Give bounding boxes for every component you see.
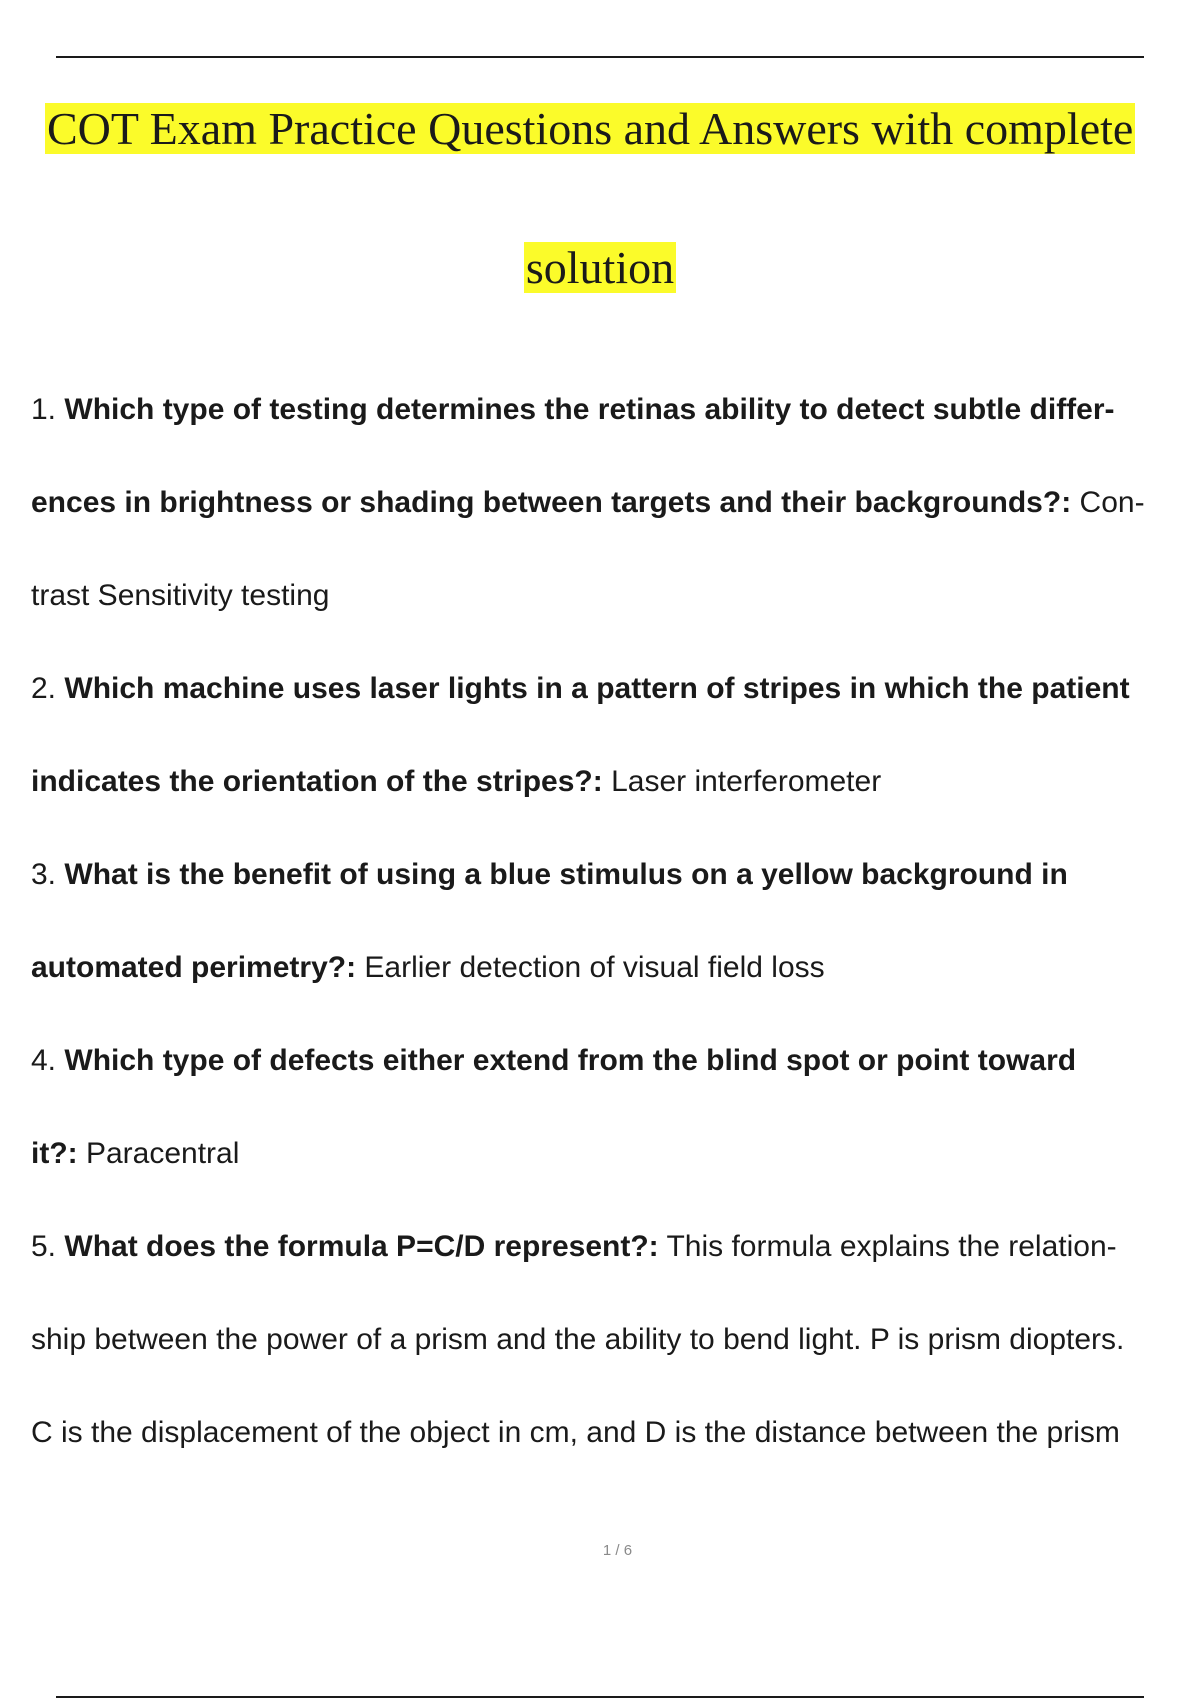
- answer-3-text: Earlier detection of visual field loss: [364, 951, 825, 984]
- answer-1-text-cont: trast Sensitivity testing: [31, 579, 330, 612]
- question-1-text-cont: ences in brightness or shading between targets and their backgrounds?:: [31, 486, 1072, 519]
- title-line-1: [0, 100, 1200, 239]
- question-5-text: What does the formula P=C/D represent?:: [64, 1230, 659, 1263]
- question-2-text: Which machine uses laser lights in a pattern of stripes in which the patient: [64, 672, 1130, 705]
- title-highlight-2: solution: [525, 242, 675, 293]
- title-line-2: [0, 239, 1200, 378]
- question-number-2: 2.: [31, 672, 57, 705]
- question-number-5: 5.: [31, 1230, 57, 1263]
- qa-line-9: [31, 1124, 1200, 1217]
- question-3-text-cont: automated perimetry?:: [31, 951, 357, 984]
- answer-1-text: Con-: [1079, 486, 1145, 519]
- answer-2-text: Laser interferometer: [611, 765, 882, 798]
- qa-list: [31, 380, 1200, 1496]
- page-indicator: 1 / 6: [602, 1542, 633, 1559]
- qa-line-6: [31, 845, 1200, 938]
- question-number-1: 1.: [31, 393, 57, 426]
- qa-line-2: [31, 473, 1200, 566]
- qa-line-5: [31, 752, 1200, 845]
- question-number-3: 3.: [31, 858, 57, 891]
- answer-5-text-cont-2: C is the displacement of the object in cm, and D is the distance between the prism: [31, 1416, 1120, 1449]
- question-1-text: Which type of testing determines the retinas ability to detect subtle differ-: [64, 393, 1115, 426]
- document-title: [0, 100, 1200, 378]
- answer-5-text: This formula explains the relation-: [666, 1230, 1117, 1263]
- question-4-text-cont: it?:: [31, 1137, 78, 1170]
- question-3-text: What is the benefit of using a blue stimulus on a yellow background in: [64, 858, 1068, 891]
- title-highlight-1: COT Exam Practice Questions and Answers with complete: [47, 103, 1134, 154]
- qa-line-1: [31, 380, 1200, 473]
- qa-line-3: [31, 566, 1200, 659]
- question-number-4: 4.: [31, 1044, 57, 1077]
- question-2-text-cont: indicates the orientation of the stripes?:: [31, 765, 603, 798]
- qa-line-11: [31, 1310, 1200, 1403]
- bottom-rule: [56, 1696, 1144, 1698]
- qa-line-8: [31, 1031, 1200, 1124]
- qa-line-10: [31, 1217, 1200, 1310]
- qa-line-4: [31, 659, 1200, 752]
- answer-5-text-cont-1: ship between the power of a prism and the ability to bend light. P is prism diopters.: [31, 1323, 1125, 1356]
- answer-4-text: Paracentral: [85, 1137, 240, 1170]
- qa-line-7: [31, 938, 1200, 1031]
- top-rule: [56, 56, 1144, 58]
- qa-line-12: [31, 1403, 1200, 1496]
- question-4-text: Which type of defects either extend from the blind spot or point toward: [64, 1044, 1077, 1077]
